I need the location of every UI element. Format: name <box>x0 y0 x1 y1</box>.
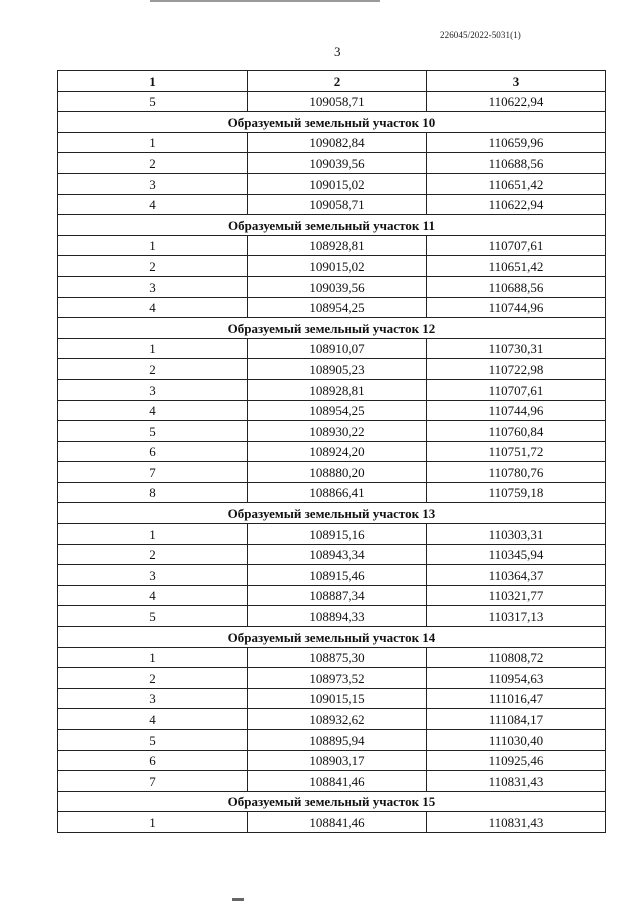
section-row <box>58 112 606 133</box>
x-coordinate-cell: 108895,94 <box>248 730 427 751</box>
header-col-point-number: 1 <box>58 71 248 92</box>
table-row <box>58 153 606 174</box>
x-coordinate-cell: 108841,46 <box>248 771 427 792</box>
x-coordinate-cell: 109039,56 <box>248 153 427 174</box>
point-number-cell: 6 <box>58 750 248 771</box>
point-number-cell: 5 <box>58 421 248 442</box>
point-number-cell: 3 <box>58 173 248 194</box>
x-coordinate-cell: 109039,56 <box>248 276 427 297</box>
table-row <box>58 379 606 400</box>
table-row <box>58 421 606 442</box>
y-coordinate-cell: 110622,94 <box>427 91 606 112</box>
y-coordinate-cell: 110688,56 <box>427 276 606 297</box>
y-coordinate-cell: 111030,40 <box>427 730 606 751</box>
table-row <box>58 647 606 668</box>
coordinates-table-container <box>57 70 605 833</box>
point-number-cell: 2 <box>58 544 248 565</box>
point-number-cell: 2 <box>58 359 248 380</box>
point-number-cell: 3 <box>58 276 248 297</box>
y-coordinate-cell: 110954,63 <box>427 668 606 689</box>
section-title: Образуемый земельный участок 15 <box>58 791 606 812</box>
x-coordinate-cell: 108841,46 <box>248 812 427 833</box>
point-number-cell: 5 <box>58 730 248 751</box>
section-title: Образуемый земельный участок 13 <box>58 503 606 524</box>
point-number-cell: 4 <box>58 297 248 318</box>
x-coordinate-cell: 108932,62 <box>248 709 427 730</box>
point-number-cell: 5 <box>58 606 248 627</box>
point-number-cell: 3 <box>58 565 248 586</box>
table-row <box>58 441 606 462</box>
y-coordinate-cell: 110722,98 <box>427 359 606 380</box>
table-row <box>58 771 606 792</box>
point-number-cell: 4 <box>58 194 248 215</box>
point-number-cell: 4 <box>58 585 248 606</box>
x-coordinate-cell: 108875,30 <box>248 647 427 668</box>
x-coordinate-cell: 109058,71 <box>248 194 427 215</box>
table-row <box>58 606 606 627</box>
point-number-cell: 3 <box>58 379 248 400</box>
table-row <box>58 132 606 153</box>
section-title: Образуемый земельный участок 12 <box>58 318 606 339</box>
table-body <box>58 91 606 832</box>
y-coordinate-cell: 110303,31 <box>427 524 606 545</box>
table-row <box>58 544 606 565</box>
table-row <box>58 482 606 503</box>
table-row <box>58 730 606 751</box>
y-coordinate-cell: 111084,17 <box>427 709 606 730</box>
y-coordinate-cell: 110808,72 <box>427 647 606 668</box>
header-col-x: 2 <box>248 71 427 92</box>
point-number-cell: 1 <box>58 647 248 668</box>
point-number-cell: 1 <box>58 235 248 256</box>
point-number-cell: 1 <box>58 338 248 359</box>
y-coordinate-cell: 110760,84 <box>427 421 606 442</box>
table-row <box>58 235 606 256</box>
x-coordinate-cell: 109015,02 <box>248 256 427 277</box>
table-row <box>58 173 606 194</box>
y-coordinate-cell: 110651,42 <box>427 256 606 277</box>
point-number-cell: 5 <box>58 91 248 112</box>
point-number-cell: 2 <box>58 668 248 689</box>
y-coordinate-cell: 110831,43 <box>427 812 606 833</box>
table-row <box>58 297 606 318</box>
scan-mark <box>232 898 244 901</box>
x-coordinate-cell: 108915,46 <box>248 565 427 586</box>
x-coordinate-cell: 109082,84 <box>248 132 427 153</box>
y-coordinate-cell: 110925,46 <box>427 750 606 771</box>
section-row <box>58 318 606 339</box>
y-coordinate-cell: 110622,94 <box>427 194 606 215</box>
y-coordinate-cell: 110759,18 <box>427 482 606 503</box>
coordinates-table <box>57 70 606 833</box>
table-row <box>58 565 606 586</box>
y-coordinate-cell: 110744,96 <box>427 297 606 318</box>
x-coordinate-cell: 108954,25 <box>248 400 427 421</box>
table-row <box>58 338 606 359</box>
y-coordinate-cell: 111016,47 <box>427 688 606 709</box>
point-number-cell: 8 <box>58 482 248 503</box>
point-number-cell: 2 <box>58 256 248 277</box>
point-number-cell: 6 <box>58 441 248 462</box>
table-row <box>58 709 606 730</box>
table-row <box>58 585 606 606</box>
table-row <box>58 276 606 297</box>
x-coordinate-cell: 108903,17 <box>248 750 427 771</box>
point-number-cell: 1 <box>58 524 248 545</box>
table-row <box>58 91 606 112</box>
x-coordinate-cell: 109058,71 <box>248 91 427 112</box>
y-coordinate-cell: 110345,94 <box>427 544 606 565</box>
y-coordinate-cell: 110744,96 <box>427 400 606 421</box>
point-number-cell: 7 <box>58 771 248 792</box>
x-coordinate-cell: 108943,34 <box>248 544 427 565</box>
document-number: 226045/2022-5031(1) <box>440 30 521 40</box>
x-coordinate-cell: 108866,41 <box>248 482 427 503</box>
x-coordinate-cell: 108880,20 <box>248 462 427 483</box>
table-row <box>58 462 606 483</box>
point-number-cell: 1 <box>58 132 248 153</box>
y-coordinate-cell: 110321,77 <box>427 585 606 606</box>
x-coordinate-cell: 108915,16 <box>248 524 427 545</box>
section-row <box>58 503 606 524</box>
y-coordinate-cell: 110751,72 <box>427 441 606 462</box>
section-title: Образуемый земельный участок 14 <box>58 627 606 648</box>
table-row <box>58 750 606 771</box>
y-coordinate-cell: 110688,56 <box>427 153 606 174</box>
point-number-cell: 7 <box>58 462 248 483</box>
point-number-cell: 2 <box>58 153 248 174</box>
table-row <box>58 524 606 545</box>
x-coordinate-cell: 108954,25 <box>248 297 427 318</box>
table-row <box>58 668 606 689</box>
top-scan-rule <box>150 0 380 2</box>
section-row <box>58 627 606 648</box>
header-row <box>58 71 606 92</box>
y-coordinate-cell: 110364,37 <box>427 565 606 586</box>
y-coordinate-cell: 110707,61 <box>427 235 606 256</box>
x-coordinate-cell: 109015,15 <box>248 688 427 709</box>
table-row <box>58 688 606 709</box>
section-title: Образуемый земельный участок 11 <box>58 215 606 236</box>
section-title: Образуемый земельный участок 10 <box>58 112 606 133</box>
y-coordinate-cell: 110659,96 <box>427 132 606 153</box>
x-coordinate-cell: 108887,34 <box>248 585 427 606</box>
section-row <box>58 791 606 812</box>
point-number-cell: 3 <box>58 688 248 709</box>
x-coordinate-cell: 108894,33 <box>248 606 427 627</box>
y-coordinate-cell: 110831,43 <box>427 771 606 792</box>
table-row <box>58 256 606 277</box>
x-coordinate-cell: 108928,81 <box>248 379 427 400</box>
x-coordinate-cell: 109015,02 <box>248 173 427 194</box>
x-coordinate-cell: 108973,52 <box>248 668 427 689</box>
point-number-cell: 4 <box>58 709 248 730</box>
table-row <box>58 812 606 833</box>
x-coordinate-cell: 108928,81 <box>248 235 427 256</box>
table-row <box>58 400 606 421</box>
section-row <box>58 215 606 236</box>
point-number-cell: 4 <box>58 400 248 421</box>
header-col-y: 3 <box>427 71 606 92</box>
point-number-cell: 1 <box>58 812 248 833</box>
y-coordinate-cell: 110780,76 <box>427 462 606 483</box>
x-coordinate-cell: 108924,20 <box>248 441 427 462</box>
y-coordinate-cell: 110730,31 <box>427 338 606 359</box>
y-coordinate-cell: 110651,42 <box>427 173 606 194</box>
x-coordinate-cell: 108910,07 <box>248 338 427 359</box>
y-coordinate-cell: 110707,61 <box>427 379 606 400</box>
x-coordinate-cell: 108930,22 <box>248 421 427 442</box>
table-header <box>58 71 606 92</box>
x-coordinate-cell: 108905,23 <box>248 359 427 380</box>
y-coordinate-cell: 110317,13 <box>427 606 606 627</box>
page-number: 3 <box>334 44 341 59</box>
table-row <box>58 359 606 380</box>
table-row <box>58 194 606 215</box>
